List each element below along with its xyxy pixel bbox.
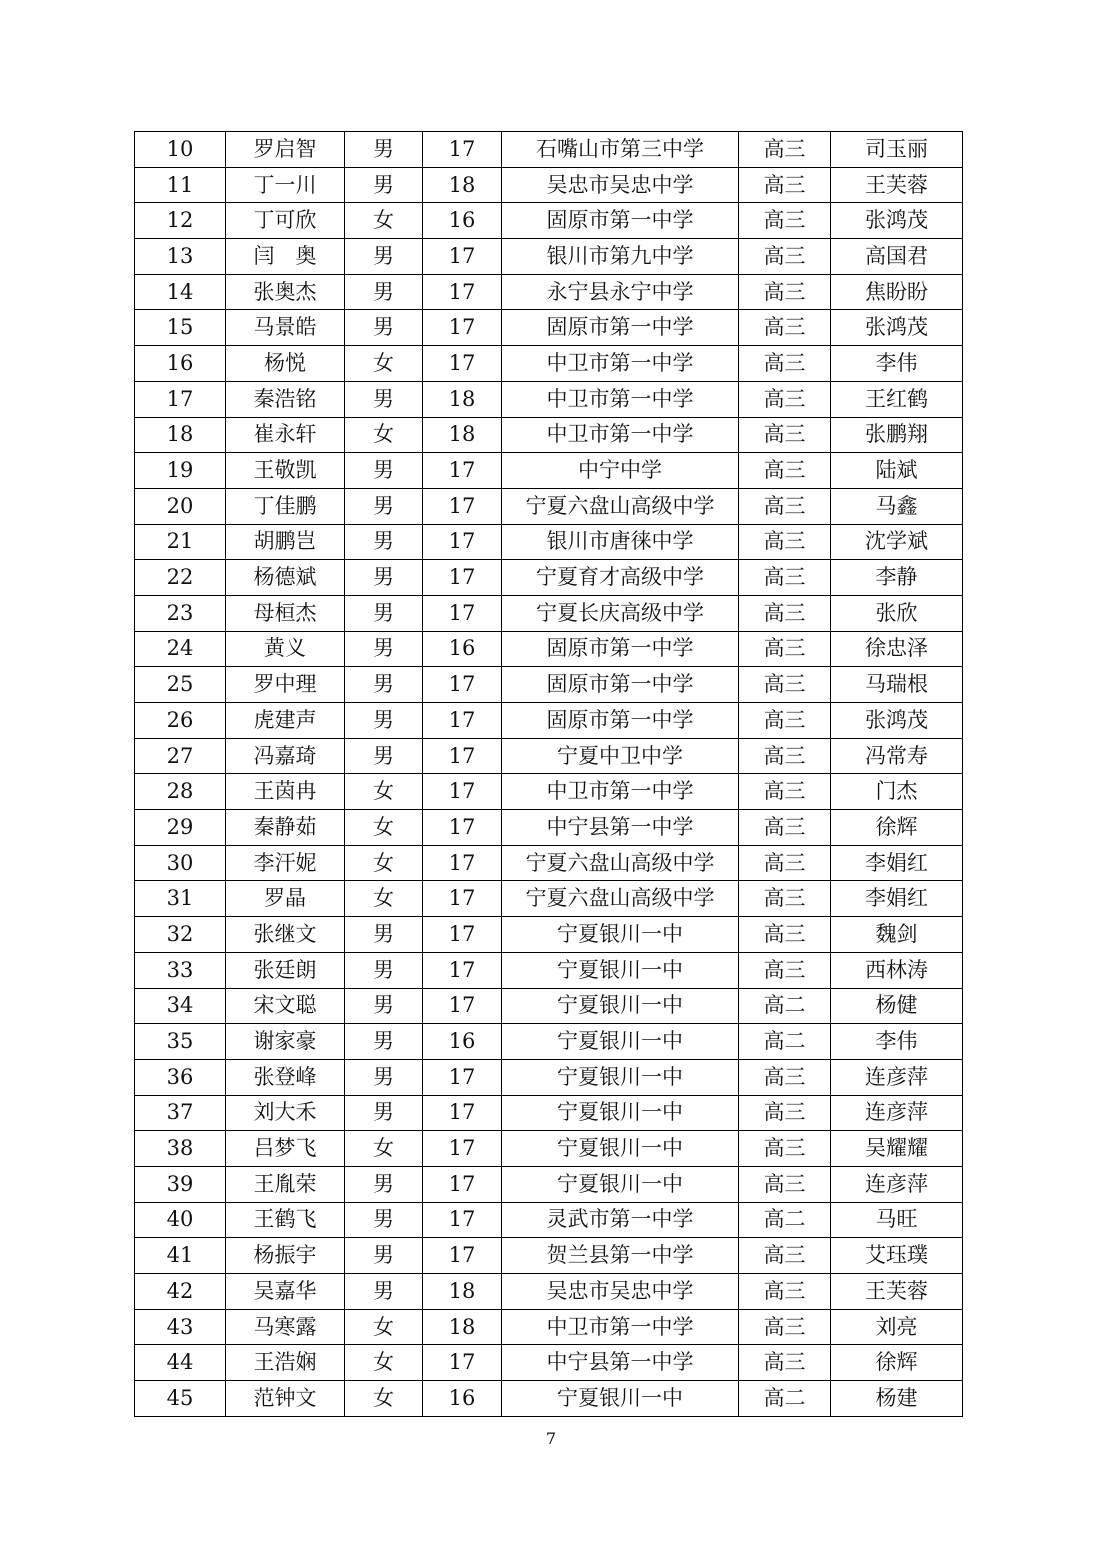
school-cell: 宁夏银川一中 (502, 1095, 739, 1131)
age-cell: 17 (423, 524, 502, 560)
row-number-cell: 26 (135, 703, 226, 739)
student-name-cell: 王敬凯 (226, 453, 345, 489)
table-row (135, 524, 963, 560)
table-row (135, 381, 963, 417)
grade-cell: 高三 (739, 631, 831, 667)
school-cell: 中宁县第一中学 (502, 1345, 739, 1381)
age-cell: 17 (423, 453, 502, 489)
row-number-cell: 21 (135, 524, 226, 560)
student-name-cell: 杨振宇 (226, 1238, 345, 1274)
student-name-cell: 崔永轩 (226, 417, 345, 453)
school-cell: 中宁县第一中学 (502, 810, 739, 846)
row-number-cell: 14 (135, 274, 226, 310)
student-name-cell: 吕梦飞 (226, 1131, 345, 1167)
school-cell: 吴忠市吴忠中学 (502, 167, 739, 203)
gender-cell: 男 (345, 952, 423, 988)
age-cell: 16 (423, 203, 502, 239)
teacher-cell: 高国君 (831, 239, 963, 275)
student-name-cell: 罗晶 (226, 881, 345, 917)
teacher-cell: 连彦萍 (831, 1059, 963, 1095)
grade-cell: 高三 (739, 595, 831, 631)
age-cell: 16 (423, 1024, 502, 1060)
grade-cell: 高三 (739, 1238, 831, 1274)
school-cell: 宁夏六盘山高级中学 (502, 881, 739, 917)
school-cell: 固原市第一中学 (502, 310, 739, 346)
age-cell: 17 (423, 917, 502, 953)
teacher-cell: 冯常寿 (831, 738, 963, 774)
gender-cell: 女 (345, 774, 423, 810)
gender-cell: 女 (345, 1381, 423, 1417)
row-number-cell: 23 (135, 595, 226, 631)
table-row (135, 1345, 963, 1381)
table-row (135, 203, 963, 239)
row-number-cell: 10 (135, 132, 226, 168)
teacher-cell: 王芙蓉 (831, 1274, 963, 1310)
row-number-cell: 28 (135, 774, 226, 810)
gender-cell: 男 (345, 1274, 423, 1310)
grade-cell: 高三 (739, 381, 831, 417)
student-name-cell: 黄义 (226, 631, 345, 667)
row-number-cell: 20 (135, 488, 226, 524)
row-number-cell: 22 (135, 560, 226, 596)
age-cell: 18 (423, 1309, 502, 1345)
grade-cell: 高三 (739, 346, 831, 382)
gender-cell: 男 (345, 1059, 423, 1095)
gender-cell: 男 (345, 1095, 423, 1131)
teacher-cell: 李伟 (831, 1024, 963, 1060)
student-name-cell: 张登峰 (226, 1059, 345, 1095)
row-number-cell: 32 (135, 917, 226, 953)
school-cell: 吴忠市吴忠中学 (502, 1274, 739, 1310)
grade-cell: 高三 (739, 1345, 831, 1381)
gender-cell: 男 (345, 381, 423, 417)
school-cell: 宁夏六盘山高级中学 (502, 845, 739, 881)
gender-cell: 男 (345, 988, 423, 1024)
table-row (135, 560, 963, 596)
age-cell: 17 (423, 560, 502, 596)
teacher-cell: 连彦萍 (831, 1095, 963, 1131)
student-name-cell: 胡鹏岂 (226, 524, 345, 560)
gender-cell: 女 (345, 203, 423, 239)
age-cell: 17 (423, 1202, 502, 1238)
grade-cell: 高三 (739, 239, 831, 275)
row-number-cell: 18 (135, 417, 226, 453)
student-name-cell: 张廷朗 (226, 952, 345, 988)
table-row (135, 595, 963, 631)
age-cell: 18 (423, 1274, 502, 1310)
school-cell: 中卫市第一中学 (502, 1309, 739, 1345)
age-cell: 17 (423, 738, 502, 774)
school-cell: 永宁县永宁中学 (502, 274, 739, 310)
student-name-cell: 杨悦 (226, 346, 345, 382)
age-cell: 18 (423, 167, 502, 203)
table-row (135, 1381, 963, 1417)
school-cell: 中卫市第一中学 (502, 417, 739, 453)
row-number-cell: 34 (135, 988, 226, 1024)
grade-cell: 高三 (739, 917, 831, 953)
row-number-cell: 41 (135, 1238, 226, 1274)
grade-cell: 高三 (739, 453, 831, 489)
table-row (135, 132, 963, 168)
gender-cell: 男 (345, 703, 423, 739)
school-cell: 中卫市第一中学 (502, 346, 739, 382)
table-row (135, 952, 963, 988)
table-row (135, 239, 963, 275)
teacher-cell: 徐辉 (831, 1345, 963, 1381)
student-name-cell: 闫 奥 (226, 239, 345, 275)
table-row (135, 1131, 963, 1167)
table-row (135, 845, 963, 881)
table-row (135, 1238, 963, 1274)
table-row (135, 774, 963, 810)
student-name-cell: 王胤荣 (226, 1166, 345, 1202)
school-cell: 宁夏中卫中学 (502, 738, 739, 774)
school-cell: 中卫市第一中学 (502, 381, 739, 417)
student-name-cell: 秦静茹 (226, 810, 345, 846)
gender-cell: 女 (345, 1131, 423, 1167)
grade-cell: 高三 (739, 738, 831, 774)
table-row (135, 346, 963, 382)
row-number-cell: 29 (135, 810, 226, 846)
table-row (135, 310, 963, 346)
table-row (135, 738, 963, 774)
table-row (135, 703, 963, 739)
grade-cell: 高三 (739, 1274, 831, 1310)
student-name-cell: 冯嘉琦 (226, 738, 345, 774)
school-cell: 宁夏育才高级中学 (502, 560, 739, 596)
table-row (135, 1059, 963, 1095)
age-cell: 17 (423, 1166, 502, 1202)
teacher-cell: 焦盼盼 (831, 274, 963, 310)
grade-cell: 高三 (739, 1309, 831, 1345)
grade-cell: 高三 (739, 488, 831, 524)
school-cell: 中宁中学 (502, 453, 739, 489)
row-number-cell: 17 (135, 381, 226, 417)
table-row (135, 1166, 963, 1202)
gender-cell: 男 (345, 1166, 423, 1202)
gender-cell: 男 (345, 132, 423, 168)
table-row (135, 274, 963, 310)
student-name-cell: 罗中理 (226, 667, 345, 703)
student-name-cell: 张继文 (226, 917, 345, 953)
teacher-cell: 徐辉 (831, 810, 963, 846)
teacher-cell: 张鹏翔 (831, 417, 963, 453)
school-cell: 宁夏六盘山高级中学 (502, 488, 739, 524)
student-name-cell: 王浩娴 (226, 1345, 345, 1381)
teacher-cell: 徐忠泽 (831, 631, 963, 667)
row-number-cell: 12 (135, 203, 226, 239)
student-name-cell: 虎建声 (226, 703, 345, 739)
grade-cell: 高三 (739, 417, 831, 453)
gender-cell: 男 (345, 1024, 423, 1060)
gender-cell: 女 (345, 1345, 423, 1381)
table-row (135, 453, 963, 489)
age-cell: 16 (423, 631, 502, 667)
teacher-cell: 张鸿茂 (831, 203, 963, 239)
school-cell: 固原市第一中学 (502, 203, 739, 239)
age-cell: 17 (423, 810, 502, 846)
grade-cell: 高三 (739, 203, 831, 239)
gender-cell: 男 (345, 488, 423, 524)
table-row (135, 1095, 963, 1131)
row-number-cell: 13 (135, 239, 226, 275)
grade-cell: 高三 (739, 810, 831, 846)
age-cell: 17 (423, 346, 502, 382)
page-number: 7 (545, 1429, 557, 1448)
gender-cell: 女 (345, 845, 423, 881)
school-cell: 银川市第九中学 (502, 239, 739, 275)
gender-cell: 男 (345, 524, 423, 560)
grade-cell: 高三 (739, 1131, 831, 1167)
teacher-cell: 马瑞根 (831, 667, 963, 703)
gender-cell: 男 (345, 917, 423, 953)
age-cell: 17 (423, 667, 502, 703)
school-cell: 宁夏银川一中 (502, 988, 739, 1024)
gender-cell: 男 (345, 274, 423, 310)
school-cell: 固原市第一中学 (502, 631, 739, 667)
row-number-cell: 38 (135, 1131, 226, 1167)
age-cell: 17 (423, 1345, 502, 1381)
teacher-cell: 魏剑 (831, 917, 963, 953)
table-row (135, 917, 963, 953)
table-row (135, 988, 963, 1024)
age-cell: 17 (423, 881, 502, 917)
teacher-cell: 王红鹤 (831, 381, 963, 417)
grade-cell: 高三 (739, 774, 831, 810)
gender-cell: 女 (345, 1309, 423, 1345)
grade-cell: 高三 (739, 845, 831, 881)
student-name-cell: 范钟文 (226, 1381, 345, 1417)
teacher-cell: 马旺 (831, 1202, 963, 1238)
grade-cell: 高三 (739, 524, 831, 560)
grade-cell: 高三 (739, 274, 831, 310)
school-cell: 宁夏银川一中 (502, 1381, 739, 1417)
grade-cell: 高二 (739, 988, 831, 1024)
student-name-cell: 丁可欣 (226, 203, 345, 239)
school-cell: 石嘴山市第三中学 (502, 132, 739, 168)
teacher-cell: 张鸿茂 (831, 703, 963, 739)
grade-cell: 高三 (739, 703, 831, 739)
table-row (135, 631, 963, 667)
table-row (135, 488, 963, 524)
age-cell: 18 (423, 417, 502, 453)
school-cell: 灵武市第一中学 (502, 1202, 739, 1238)
row-number-cell: 11 (135, 167, 226, 203)
row-number-cell: 25 (135, 667, 226, 703)
table-row (135, 667, 963, 703)
gender-cell: 男 (345, 595, 423, 631)
table-row (135, 1202, 963, 1238)
student-name-cell: 刘大禾 (226, 1095, 345, 1131)
row-number-cell: 42 (135, 1274, 226, 1310)
row-number-cell: 35 (135, 1024, 226, 1060)
student-name-cell: 马寒露 (226, 1309, 345, 1345)
table-row (135, 167, 963, 203)
teacher-cell: 艾珏璞 (831, 1238, 963, 1274)
row-number-cell: 45 (135, 1381, 226, 1417)
grade-cell: 高三 (739, 132, 831, 168)
row-number-cell: 44 (135, 1345, 226, 1381)
age-cell: 17 (423, 988, 502, 1024)
student-name-cell: 丁一川 (226, 167, 345, 203)
teacher-cell: 吴耀耀 (831, 1131, 963, 1167)
grade-cell: 高三 (739, 667, 831, 703)
school-cell: 固原市第一中学 (502, 667, 739, 703)
row-number-cell: 33 (135, 952, 226, 988)
school-cell: 宁夏银川一中 (502, 1166, 739, 1202)
age-cell: 17 (423, 488, 502, 524)
gender-cell: 男 (345, 667, 423, 703)
teacher-cell: 李静 (831, 560, 963, 596)
age-cell: 17 (423, 310, 502, 346)
student-roster-table (134, 131, 963, 1417)
age-cell: 17 (423, 1238, 502, 1274)
teacher-cell: 连彦萍 (831, 1166, 963, 1202)
grade-cell: 高三 (739, 1166, 831, 1202)
student-name-cell: 王鹤飞 (226, 1202, 345, 1238)
school-cell: 宁夏银川一中 (502, 1131, 739, 1167)
teacher-cell: 张欣 (831, 595, 963, 631)
teacher-cell: 沈学斌 (831, 524, 963, 560)
grade-cell: 高二 (739, 1381, 831, 1417)
gender-cell: 男 (345, 1238, 423, 1274)
gender-cell: 女 (345, 881, 423, 917)
teacher-cell: 马鑫 (831, 488, 963, 524)
teacher-cell: 杨健 (831, 988, 963, 1024)
row-number-cell: 37 (135, 1095, 226, 1131)
age-cell: 17 (423, 239, 502, 275)
student-name-cell: 马景皓 (226, 310, 345, 346)
school-cell: 宁夏银川一中 (502, 917, 739, 953)
teacher-cell: 司玉丽 (831, 132, 963, 168)
gender-cell: 男 (345, 738, 423, 774)
gender-cell: 女 (345, 417, 423, 453)
table-row (135, 1274, 963, 1310)
table-row (135, 881, 963, 917)
row-number-cell: 19 (135, 453, 226, 489)
grade-cell: 高二 (739, 1202, 831, 1238)
age-cell: 17 (423, 774, 502, 810)
student-name-cell: 李汗妮 (226, 845, 345, 881)
teacher-cell: 杨建 (831, 1381, 963, 1417)
age-cell: 18 (423, 381, 502, 417)
row-number-cell: 40 (135, 1202, 226, 1238)
age-cell: 17 (423, 274, 502, 310)
teacher-cell: 刘亮 (831, 1309, 963, 1345)
row-number-cell: 39 (135, 1166, 226, 1202)
table-row (135, 1309, 963, 1345)
teacher-cell: 王芙蓉 (831, 167, 963, 203)
student-name-cell: 王茵冉 (226, 774, 345, 810)
grade-cell: 高三 (739, 1095, 831, 1131)
student-name-cell: 罗启智 (226, 132, 345, 168)
grade-cell: 高三 (739, 1059, 831, 1095)
school-cell: 宁夏银川一中 (502, 1059, 739, 1095)
teacher-cell: 李娟红 (831, 881, 963, 917)
age-cell: 17 (423, 1059, 502, 1095)
row-number-cell: 27 (135, 738, 226, 774)
gender-cell: 男 (345, 631, 423, 667)
gender-cell: 女 (345, 346, 423, 382)
gender-cell: 男 (345, 167, 423, 203)
row-number-cell: 36 (135, 1059, 226, 1095)
age-cell: 16 (423, 1381, 502, 1417)
row-number-cell: 31 (135, 881, 226, 917)
grade-cell: 高二 (739, 1024, 831, 1060)
grade-cell: 高三 (739, 310, 831, 346)
teacher-cell: 门杰 (831, 774, 963, 810)
row-number-cell: 15 (135, 310, 226, 346)
gender-cell: 女 (345, 810, 423, 846)
gender-cell: 男 (345, 453, 423, 489)
table-row (135, 810, 963, 846)
age-cell: 17 (423, 1095, 502, 1131)
teacher-cell: 李娟红 (831, 845, 963, 881)
age-cell: 17 (423, 1131, 502, 1167)
school-cell: 固原市第一中学 (502, 703, 739, 739)
age-cell: 17 (423, 132, 502, 168)
row-number-cell: 16 (135, 346, 226, 382)
age-cell: 17 (423, 703, 502, 739)
gender-cell: 男 (345, 1202, 423, 1238)
student-name-cell: 吴嘉华 (226, 1274, 345, 1310)
school-cell: 中卫市第一中学 (502, 774, 739, 810)
student-name-cell: 宋文聪 (226, 988, 345, 1024)
grade-cell: 高三 (739, 167, 831, 203)
table-body (135, 132, 963, 1417)
student-name-cell: 谢家豪 (226, 1024, 345, 1060)
student-name-cell: 母桓杰 (226, 595, 345, 631)
table-row (135, 1024, 963, 1060)
student-name-cell: 杨德斌 (226, 560, 345, 596)
teacher-cell: 陆斌 (831, 453, 963, 489)
gender-cell: 男 (345, 560, 423, 596)
grade-cell: 高三 (739, 952, 831, 988)
teacher-cell: 西林涛 (831, 952, 963, 988)
student-name-cell: 秦浩铭 (226, 381, 345, 417)
grade-cell: 高三 (739, 881, 831, 917)
gender-cell: 男 (345, 239, 423, 275)
row-number-cell: 43 (135, 1309, 226, 1345)
row-number-cell: 30 (135, 845, 226, 881)
student-name-cell: 张奥杰 (226, 274, 345, 310)
school-cell: 宁夏银川一中 (502, 952, 739, 988)
teacher-cell: 张鸿茂 (831, 310, 963, 346)
age-cell: 17 (423, 595, 502, 631)
school-cell: 银川市唐徕中学 (502, 524, 739, 560)
student-name-cell: 丁佳鹏 (226, 488, 345, 524)
row-number-cell: 24 (135, 631, 226, 667)
school-cell: 宁夏长庆高级中学 (502, 595, 739, 631)
grade-cell: 高三 (739, 560, 831, 596)
table-row (135, 417, 963, 453)
age-cell: 17 (423, 845, 502, 881)
gender-cell: 男 (345, 310, 423, 346)
teacher-cell: 李伟 (831, 346, 963, 382)
age-cell: 17 (423, 952, 502, 988)
school-cell: 贺兰县第一中学 (502, 1238, 739, 1274)
school-cell: 宁夏银川一中 (502, 1024, 739, 1060)
